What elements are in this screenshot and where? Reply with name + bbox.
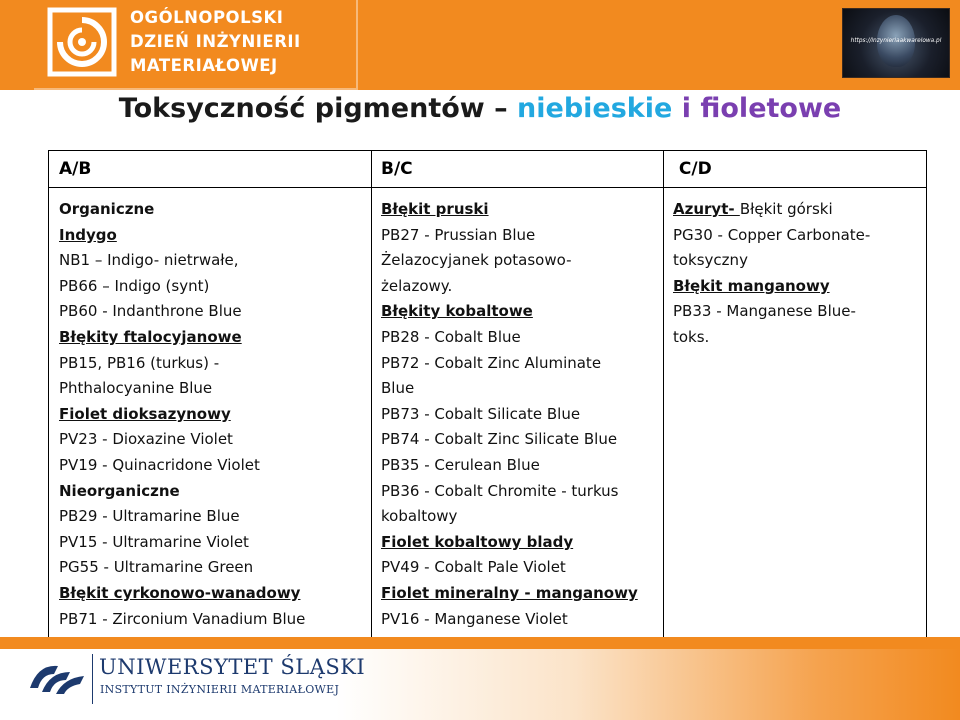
university-name: UNIWERSYTET ŚLĄSKI: [99, 655, 366, 679]
cell-line: PB15, PB16 (turkus) -: [59, 353, 220, 372]
cell-line: Fiolet kobaltowy blady: [381, 532, 574, 551]
pigment-table: [48, 150, 927, 638]
institute-name: INSTYTUT INŻYNIERII MATERIAŁOWEJ: [100, 683, 340, 696]
cell-line: Nieorganiczne: [59, 481, 180, 500]
conference-name: [130, 6, 350, 78]
conference-name-line: DZIEŃ INŻYNIERII: [130, 32, 301, 51]
title-part: Toksyczność pigmentów –: [118, 93, 518, 124]
cell-line: PV15 - Ultramarine Violet: [59, 532, 249, 551]
cell-line: PG30 - Copper Carbonate-: [673, 225, 871, 244]
cell-line: PB29 - Ultramarine Blue: [59, 507, 240, 526]
cell-line: PV16 - Manganese Violet: [381, 609, 568, 628]
footer-divider: [92, 654, 93, 704]
cell-line: Błękity ftalocyjanowe: [59, 327, 242, 346]
cell-line: PB28 - Cobalt Blue: [381, 327, 521, 346]
cell-line: Żelazocyjanek potasowo-: [381, 251, 572, 270]
conference-name-line: OGÓLNOPOLSKI: [130, 8, 284, 27]
cell-line: toksyczny: [673, 251, 748, 270]
badge-url: https://inzynieriaakwarelowa.pl: [850, 38, 942, 44]
column-cd: [673, 197, 870, 351]
spiral-logo-icon: [46, 6, 118, 78]
cell-line: PV23 - Dioxazine Violet: [59, 430, 233, 449]
university-logo-icon: [28, 658, 86, 698]
column-divider: [371, 151, 372, 637]
cell-line: Błękit cyrkonowo-wanadowy: [59, 583, 301, 602]
cell-line: PB71 - Zirconium Vanadium Blue: [59, 609, 306, 628]
conference-name-line: MATERIAŁOWEJ: [130, 56, 278, 75]
footer-orange-strip: [0, 637, 960, 649]
cell-line: PB66 – Indigo (synt): [59, 276, 210, 295]
cell-line: PB27 - Prussian Blue: [381, 225, 536, 244]
cell-line: Phthalocyanine Blue: [59, 379, 213, 398]
cell-line: Błękit pruski: [381, 200, 489, 218]
cell-line: PB33 - Manganese Blue-: [673, 302, 856, 321]
cell-line: Blue: [381, 379, 415, 398]
cell-line: Organiczne: [59, 200, 155, 218]
table-header-row: [49, 151, 926, 188]
cell-line: PV19 - Quinacridone Violet: [59, 455, 260, 474]
cell-line: Błękity kobaltowe: [381, 302, 533, 321]
cell-line: PB72 - Cobalt Zinc Aluminate: [381, 353, 602, 372]
cell-line: PB36 - Cobalt Chromite - turkus: [381, 481, 619, 500]
cell-line: PB35 - Cerulean Blue: [381, 455, 540, 474]
page-title: [0, 93, 960, 124]
cell-line: PB60 - Indanthrone Blue: [59, 302, 242, 321]
title-connector: i: [672, 93, 701, 124]
cell-line: toks.: [673, 327, 710, 346]
header-cell-ab: A/B: [59, 159, 92, 179]
cell-line: Indygo: [59, 225, 117, 244]
cell-line: Błękit manganowy: [673, 276, 830, 295]
title-violet-word: fioletowe: [700, 93, 842, 124]
cell-line: PB74 - Cobalt Zinc Silicate Blue: [381, 430, 618, 449]
header-cell-bc: B/C: [381, 159, 413, 179]
cell-line: Fiolet dioksazynowy: [59, 404, 231, 423]
cell-line: kobaltowy: [381, 507, 458, 526]
cell-line: Fiolet mineralny - manganowy: [381, 583, 638, 602]
cell-line: żelazowy.: [381, 276, 453, 295]
cell-line: NB1 – Indigo- nietrwałe,: [59, 251, 239, 270]
watercolor-badge: [842, 8, 950, 78]
cell-line: PG55 - Ultramarine Green: [59, 558, 254, 577]
azurite-name: Błękit górski: [739, 200, 833, 218]
azurite-label: Azuryt-: [673, 200, 740, 218]
cell-line: PV49 - Cobalt Pale Violet: [381, 558, 566, 577]
cell-line: [673, 197, 870, 223]
column-divider: [663, 151, 664, 637]
title-blue-word: niebieskie: [517, 93, 673, 124]
cell-line: PB73 - Cobalt Silicate Blue: [381, 404, 581, 423]
column-bc: [381, 197, 638, 632]
header-cell-cd: C/D: [673, 159, 712, 179]
column-ab: [59, 197, 305, 632]
